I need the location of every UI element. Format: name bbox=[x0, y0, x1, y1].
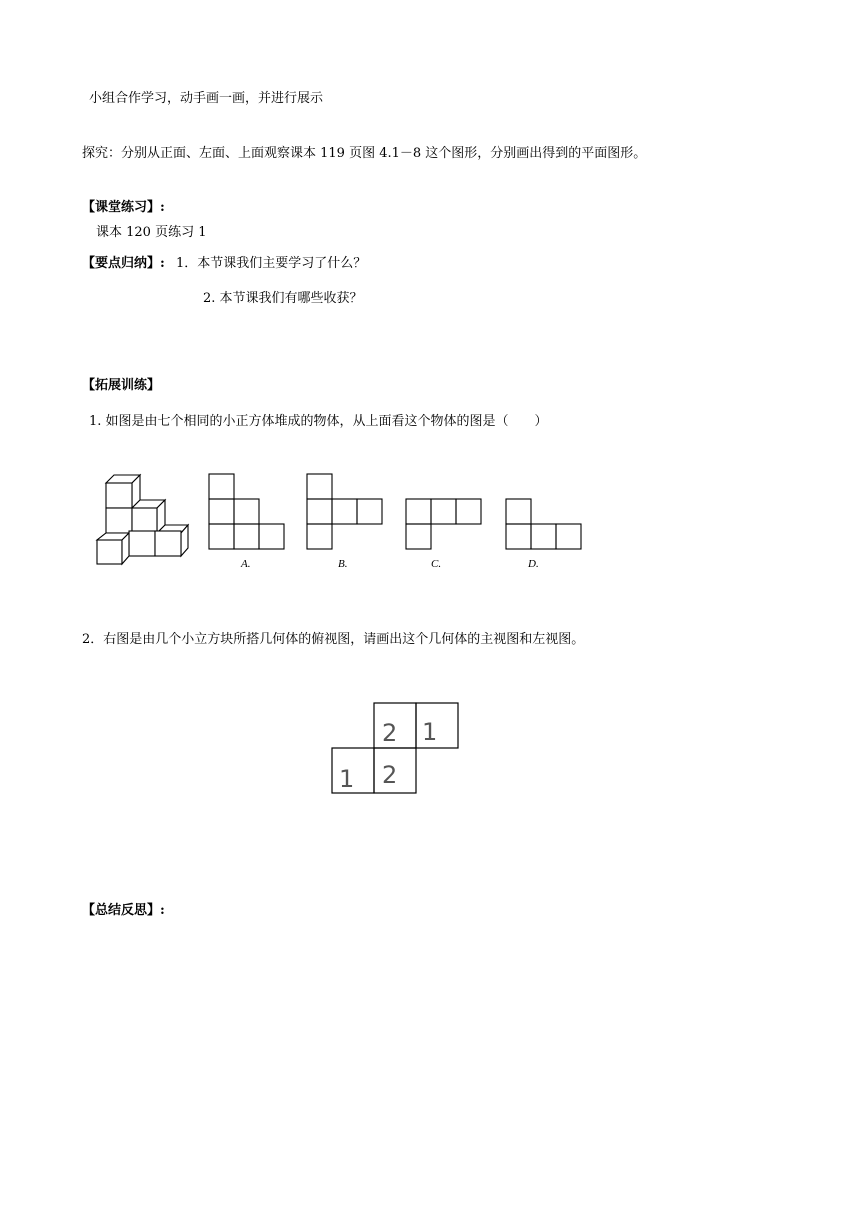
explore-text: 探究：分别从正面、左面、上面观察课本 119 页图 4.1－8 这个图形，分别画出得到的平面图形。 bbox=[82, 146, 647, 161]
option-c-figure bbox=[406, 499, 481, 549]
summary-question-2: 2. 本节课我们有哪些收获？ bbox=[203, 291, 363, 306]
extension-question-1: 1. 如图是由七个相同的小正方体堆成的物体，从上面看这个物体的图是（ ） bbox=[89, 414, 548, 429]
activity-text: 小组合作学习，动手画一画，并进行展示 bbox=[89, 91, 324, 106]
option-d-label: D. bbox=[528, 558, 539, 570]
summary-question-1: 1．本节课我们主要学习了什么？ bbox=[176, 256, 367, 271]
option-a-figure bbox=[209, 474, 284, 549]
option-b-label: B. bbox=[338, 558, 348, 570]
practice-item: 课本 120 页练习 1 bbox=[96, 225, 207, 240]
option-c-label: C. bbox=[431, 558, 442, 570]
grid-number-top-right: 1 bbox=[422, 718, 438, 746]
extension-question-2: 2．右图是由几个小立方块所搭几何体的俯视图，请画出这个几何体的主视图和左视图。 bbox=[82, 632, 585, 647]
grid-number-bottom-right: 2 bbox=[382, 761, 398, 789]
option-d-figure bbox=[506, 499, 581, 549]
reflection-heading: 【总结反思】: bbox=[82, 903, 165, 918]
cube-stack-figure bbox=[97, 475, 188, 564]
practice-heading: 【课堂练习】: bbox=[82, 200, 165, 215]
option-b-figure bbox=[307, 474, 382, 549]
summary-heading: 【要点归纳】: bbox=[82, 256, 165, 271]
grid-number-top-left: 2 bbox=[382, 719, 398, 747]
grid-number-bottom-left: 1 bbox=[339, 765, 355, 793]
extension-heading: 【拓展训练】 bbox=[82, 378, 161, 393]
option-a-label: A. bbox=[241, 558, 251, 570]
